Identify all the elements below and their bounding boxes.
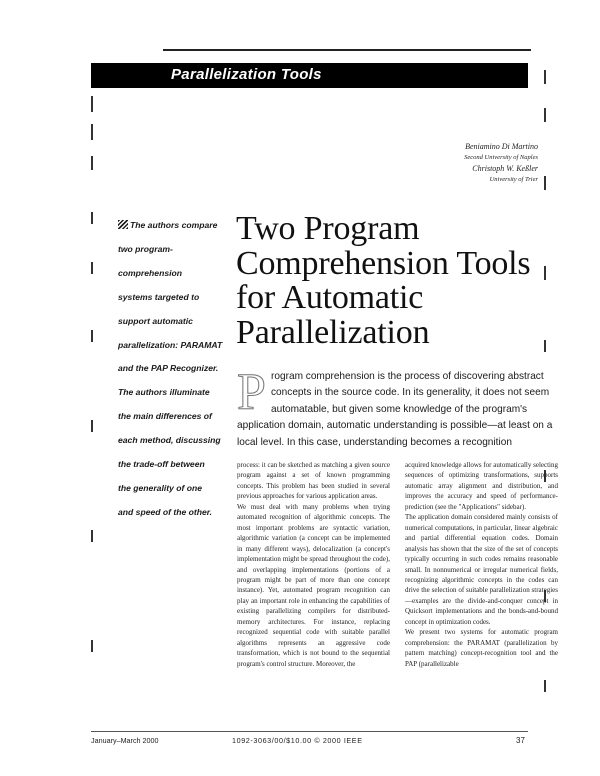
body-column-2: acquired knowledge allows for automatically selecting sequences of optimizing transformations, supports automatic array alignment and distribution, and improves the accuracy and speed of performance-prediction (see the "Applications" sidebar). The application domain considered mainly consists of numerical computations, in particular, linear algebraic and partial differential equation codes. Domain analysis has shown that the size of the set of concepts typically occurring in such codes remains reasonable small. In nonnumerical or irregular numerical fields, recognizing algorithmic concepts in the codes can drive the selection of suitable parallelization strategies—examples are the divide-and-conquer concept in Quicksort implementations and the bonds-and-bound concept in optimization codes. We present two systems for automatic program comprehension: the PARAMAT (parallelization by pattern matching) concept-recognition tool and the PAP (parallelizable xyxy=(405,461,558,668)
drop-cap: P xyxy=(237,364,266,421)
title-line: Two Program xyxy=(236,210,420,247)
section-tag: Parallelization Tools xyxy=(171,66,322,83)
page-number: 37 xyxy=(516,736,525,745)
blurb-line: and the PAP Recognizer. xyxy=(118,363,219,374)
author-name: Christoph W. Keßler xyxy=(472,164,538,173)
article-blurb xyxy=(118,214,230,525)
blurb-line: The authors compare xyxy=(118,214,230,238)
blurb-line: parallelization: PARAMAT xyxy=(118,339,223,350)
footer-copyright: 1092-3063/00/$10.00 © 2000 IEEE xyxy=(232,736,363,745)
blurb-line: and speed of the other. xyxy=(118,506,213,517)
margin-tick xyxy=(91,420,93,432)
body-column-1: process: it can be sketched as matching a given source program against a set of known programming concepts. This problem has been studied in several previous approaches for various application areas. We must deal with many problems when trying automated recognition of algorithmic concepts. The most important problems are syntactic variation, algorithmic variation (a concept can be implemented in many different ways), delocalization (a concept's implementation might be spread throughout the code), and overlapping implementations (portions of a program might be part of more than one concept instance). Yet, automated program recognition can play an important role in enhancing the capabilities of existing parallelizing compilers for distributed-memory architectures. For instance, replacing recognized sequential code with suitable parallel algorithms represents an aggressive code transformation, which is not bound to the sequential program's control structure. Moreover, the xyxy=(237,461,390,668)
section-header-bar xyxy=(91,63,528,88)
blurb-line: support automatic xyxy=(118,315,193,326)
margin-tick xyxy=(91,124,93,140)
top-rule xyxy=(163,49,531,51)
margin-tick xyxy=(544,680,546,692)
intro-text: rogram comprehension is the process of discovering abstract concepts in the source code. In its generality, it does not seem automatable, but given some knowledge of the program's application domain, automatic understanding is possible—at least on a local level. In this case, understanding becomes a recognition xyxy=(237,371,553,448)
margin-tick xyxy=(91,330,93,342)
margin-tick xyxy=(544,70,546,84)
footer-rule xyxy=(91,731,528,732)
blurb-line: the main differences of xyxy=(118,411,212,422)
blurb-line: two program- xyxy=(118,243,173,254)
title-line: for Automatic xyxy=(236,279,424,316)
blurb-line: the generality of one xyxy=(118,482,203,493)
author-affiliation: Second University of Naples xyxy=(464,154,538,161)
blurb-line: systems targeted to xyxy=(118,291,200,302)
blurb-line: comprehension xyxy=(118,267,182,278)
margin-tick xyxy=(91,262,93,274)
author-affiliation: University of Trier xyxy=(489,176,538,183)
footer-date: January–March 2000 xyxy=(91,736,159,745)
margin-tick xyxy=(91,640,93,652)
margin-tick xyxy=(91,212,93,224)
blurb-line: The authors illuminate xyxy=(118,387,210,398)
margin-tick xyxy=(91,96,93,112)
author-block-2 xyxy=(472,163,538,185)
blurb-line: the trade-off between xyxy=(118,459,205,470)
blurb-line: each method, discussing xyxy=(118,435,221,446)
margin-tick xyxy=(91,156,93,170)
margin-tick xyxy=(544,176,546,190)
title-line: Parallelization xyxy=(236,313,430,351)
article-title xyxy=(236,212,556,350)
intro-paragraph xyxy=(237,364,559,451)
hatch-marker-icon xyxy=(118,220,128,229)
title-line: Comprehension Tools xyxy=(236,244,531,282)
margin-tick xyxy=(544,108,546,122)
margin-tick xyxy=(91,530,93,542)
author-block-1 xyxy=(464,141,538,163)
author-name: Beniamino Di Martino xyxy=(465,142,538,151)
